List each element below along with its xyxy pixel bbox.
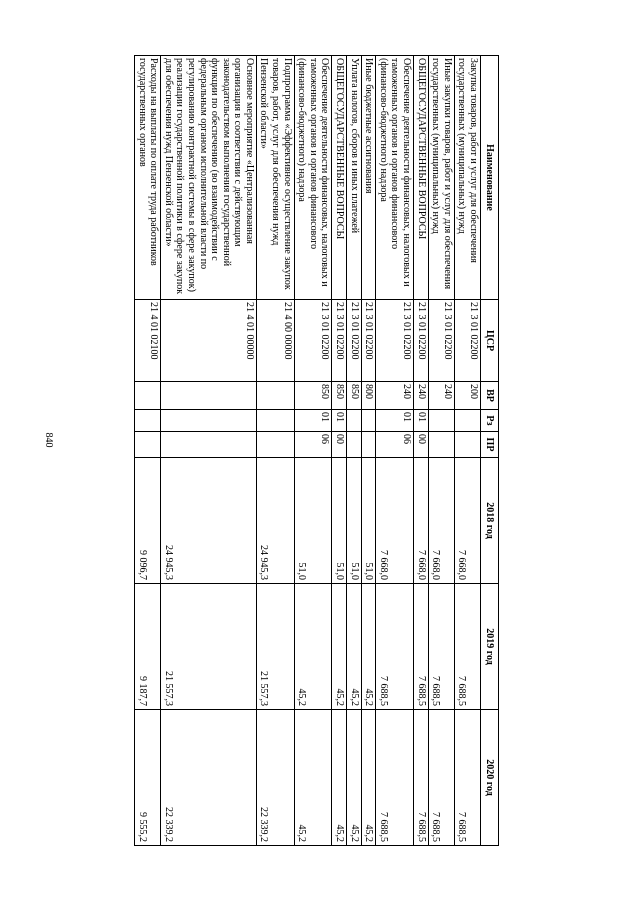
- cell-csr: 21 4 00 00000: [256, 300, 294, 382]
- cell-name: Иные бюджетные ассигнования: [361, 56, 376, 300]
- header-pr: ПР: [481, 432, 499, 458]
- cell-rz: [256, 410, 294, 432]
- cell-csr: 21 4 01 00000: [161, 300, 257, 382]
- cell-vr: 800: [361, 382, 376, 410]
- header-vr: ВР: [481, 382, 499, 410]
- cell-2019: 7 688,5: [414, 584, 429, 710]
- cell-pr: [161, 432, 257, 458]
- table-row: [256, 56, 294, 846]
- cell-2020: 7 688,5: [428, 710, 454, 846]
- cell-name: Расходы на выплаты по оплате труда работников государственных органов: [134, 56, 160, 300]
- cell-pr: [347, 432, 362, 458]
- header-rz: Рз: [481, 410, 499, 432]
- cell-vr: [161, 382, 257, 410]
- table-header-row: [481, 56, 499, 846]
- cell-2018: 7 668,0: [454, 458, 480, 584]
- cell-2020: 7 688,5: [376, 710, 414, 846]
- cell-csr: 21 3 01 02200: [347, 300, 362, 382]
- rotated-table-container: [77, 55, 499, 845]
- cell-2020: 45,2: [332, 710, 347, 846]
- cell-2019: 7 688,5: [376, 584, 414, 710]
- cell-2018: 7 668,0: [414, 458, 429, 584]
- cell-csr: 21 3 01 02200: [428, 300, 454, 382]
- cell-2019: 45,2: [347, 584, 362, 710]
- cell-pr: [454, 432, 480, 458]
- cell-2020: 7 688,5: [454, 710, 480, 846]
- cell-vr: 240: [428, 382, 454, 410]
- cell-2018: 51,0: [294, 458, 332, 584]
- cell-pr: [256, 432, 294, 458]
- cell-2018: 51,0: [347, 458, 362, 584]
- cell-2018: 24 945,3: [161, 458, 257, 584]
- cell-name: ОБЩЕГОСУДАРСТВЕННЫЕ ВОПРОСЫ: [332, 56, 347, 300]
- cell-pr: [428, 432, 454, 458]
- cell-2019: 7 688,5: [428, 584, 454, 710]
- cell-rz: [347, 410, 362, 432]
- table-row: [161, 56, 257, 846]
- cell-2018: 7 668,0: [376, 458, 414, 584]
- cell-2020: 45,2: [361, 710, 376, 846]
- cell-2019: 7 688,5: [454, 584, 480, 710]
- cell-pr: 06: [376, 432, 414, 458]
- cell-rz: 01: [294, 410, 332, 432]
- cell-2018: 24 945,3: [256, 458, 294, 584]
- cell-vr: [256, 382, 294, 410]
- cell-vr: [134, 382, 160, 410]
- header-2018: 2018 год: [481, 458, 499, 584]
- cell-2020: 7 688,5: [414, 710, 429, 846]
- cell-name: Закупка товаров, работ и услуг для обеспечения государственных (муниципальных) нужд: [454, 56, 480, 300]
- cell-name: Подпрограмма «Эффективное осуществление закупок товаров, работ, услуг для обеспечения нужд Пензенской области»: [256, 56, 294, 300]
- cell-2019: 9 187,7: [134, 584, 160, 710]
- cell-rz: [454, 410, 480, 432]
- cell-vr: 240: [414, 382, 429, 410]
- table-row: [454, 56, 480, 846]
- cell-csr: 21 3 01 02200: [332, 300, 347, 382]
- cell-rz: [134, 410, 160, 432]
- cell-2019: 45,2: [361, 584, 376, 710]
- cell-2020: 45,2: [347, 710, 362, 846]
- table-row: [294, 56, 332, 846]
- cell-csr: 21 3 01 02200: [294, 300, 332, 382]
- cell-pr: 00: [332, 432, 347, 458]
- budget-table: [134, 55, 499, 846]
- cell-2018: 7 668,0: [428, 458, 454, 584]
- cell-name: Иные закупки товаров, работ и услуг для обеспечения государственных (муниципальных) нужд: [428, 56, 454, 300]
- cell-2018: 51,0: [332, 458, 347, 584]
- cell-name: Уплата налогов, сборов и иных платежей: [347, 56, 362, 300]
- cell-2020: 22 339,2: [161, 710, 257, 846]
- cell-2020: 22 339,2: [256, 710, 294, 846]
- cell-vr: 850: [294, 382, 332, 410]
- cell-2020: 45,2: [294, 710, 332, 846]
- cell-name: ОБЩЕГОСУДАРСТВЕННЫЕ ВОПРОСЫ: [414, 56, 429, 300]
- cell-2019: 45,2: [294, 584, 332, 710]
- cell-csr: 21 3 01 02200: [376, 300, 414, 382]
- cell-vr: 240: [376, 382, 414, 410]
- cell-pr: 06: [294, 432, 332, 458]
- header-csr: ЦСР: [481, 300, 499, 382]
- cell-vr: 850: [332, 382, 347, 410]
- cell-rz: 01: [414, 410, 429, 432]
- cell-pr: [134, 432, 160, 458]
- page-number: 840: [43, 432, 54, 448]
- cell-rz: 01: [376, 410, 414, 432]
- header-2019: 2019 год: [481, 584, 499, 710]
- table-row: [376, 56, 414, 846]
- cell-2018: 9 096,7: [134, 458, 160, 584]
- table-row: [428, 56, 454, 846]
- cell-2020: 9 555,2: [134, 710, 160, 846]
- cell-pr: [361, 432, 376, 458]
- cell-2018: 51,0: [361, 458, 376, 584]
- cell-rz: [428, 410, 454, 432]
- cell-pr: 00: [414, 432, 429, 458]
- cell-csr: 21 3 01 02200: [454, 300, 480, 382]
- cell-2019: 45,2: [332, 584, 347, 710]
- cell-name: Основное мероприятие «Централизованная организация в соответствии с действующим законодательством выполнения государственной функции по обеспечению (во взаимодействии с федеральным органом исполнительной власти по регулированию контрактной системы в сфере закупок) реализации государственной политики в сфере закупок для обеспечения нужд Пензенской области»: [161, 56, 257, 300]
- table-row: [332, 56, 347, 846]
- cell-rz: [361, 410, 376, 432]
- cell-csr: 21 4 01 02100: [134, 300, 160, 382]
- table-row: [361, 56, 376, 846]
- cell-2019: 21 557,3: [161, 584, 257, 710]
- header-name: Наименование: [481, 56, 499, 300]
- table-row: [414, 56, 429, 846]
- cell-vr: 850: [347, 382, 362, 410]
- cell-name: Обеспечение деятельности финансовых, налоговых и таможенных органов и органов финансового (финансово-бюджетного) надзора: [294, 56, 332, 300]
- cell-csr: 21 3 01 02200: [414, 300, 429, 382]
- cell-vr: 200: [454, 382, 480, 410]
- cell-rz: 01: [332, 410, 347, 432]
- cell-name: Обеспечение деятельности финансовых, налоговых и таможенных органов и органов финансового (финансово-бюджетного) надзора: [376, 56, 414, 300]
- table-row: [347, 56, 362, 846]
- header-2020: 2020 год: [481, 710, 499, 846]
- cell-2019: 21 557,3: [256, 584, 294, 710]
- cell-csr: 21 3 01 02200: [361, 300, 376, 382]
- cell-rz: [161, 410, 257, 432]
- table-row: [134, 56, 160, 846]
